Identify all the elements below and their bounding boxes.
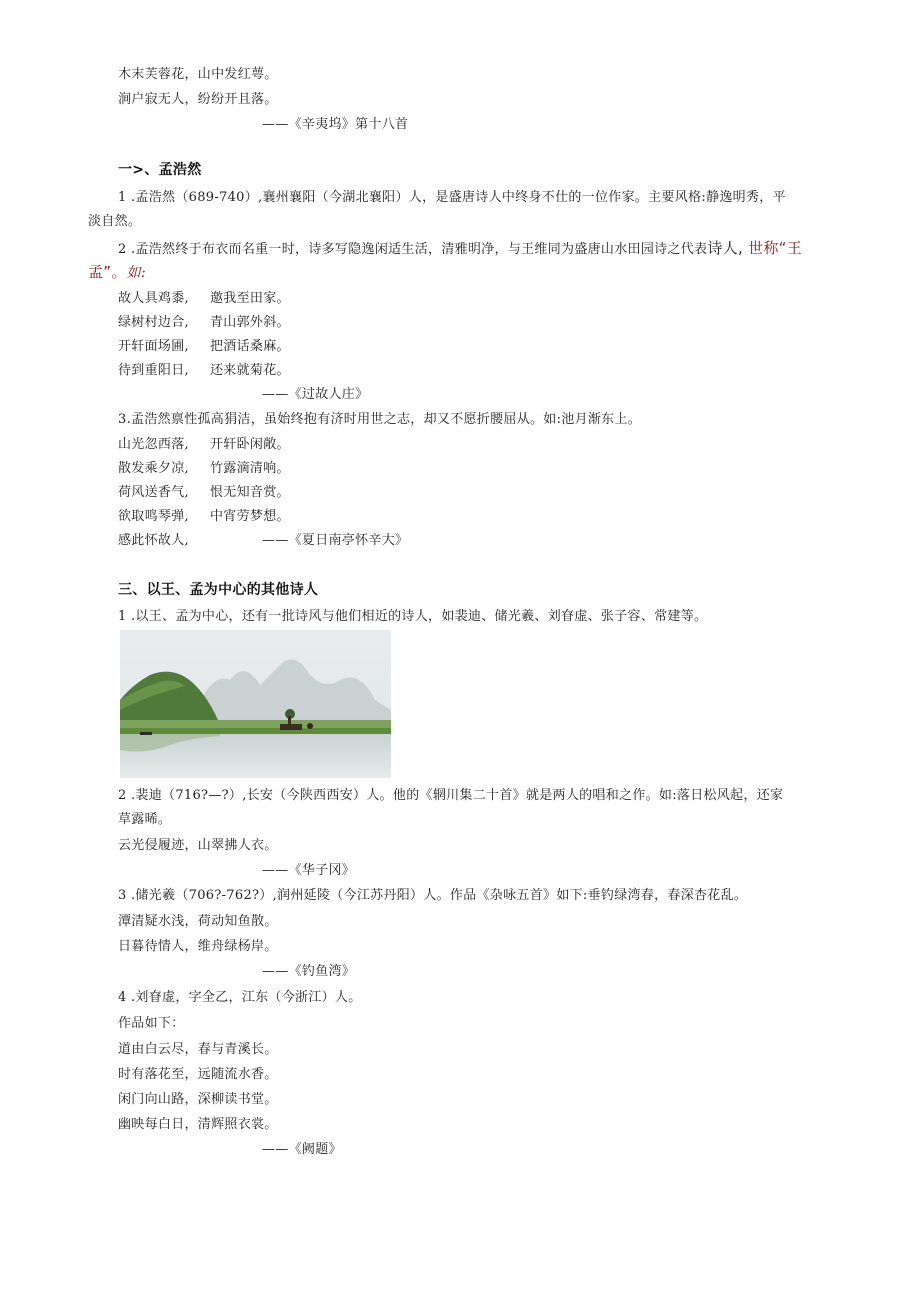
poem-couplet <box>118 484 290 502</box>
poem-citation: ——《钓鱼湾》 <box>262 964 356 979</box>
poem-line: 潭清疑水浅，荷动知鱼散。 <box>118 914 278 929</box>
poem-couplet <box>118 460 290 478</box>
poem-couplet <box>118 436 290 454</box>
highlight-italic: 如: <box>126 265 146 281</box>
poem-citation: ——《华子冈》 <box>262 863 356 878</box>
poem-couplet <box>118 508 290 526</box>
poem-line: 闲门向山路，深柳读书堂。 <box>118 1092 278 1107</box>
landscape-photo <box>120 630 391 778</box>
poem-half: 山光忽西落, <box>118 437 189 452</box>
poem-half: 荷风送香气, <box>118 485 189 500</box>
poem-couplet <box>118 338 290 356</box>
section-heading: 三、以王、孟为中心的其他诗人 <box>118 582 319 598</box>
paragraph-line: 1 .孟浩然（689-740）,襄州襄阳（今湖北襄阳）人，是盛唐诗人中终身不仕的一位作家。主要风格:静逸明秀，平 <box>118 190 786 205</box>
poem-line: 云光侵履迹，山翠拂人衣。 <box>118 838 278 853</box>
poem-citation: ——《辛夷坞》第十八首 <box>262 117 409 132</box>
highlight-text: 世称“王 <box>743 239 803 257</box>
paragraph-line: 4 .刘眘虚，字全乙，江东（今浙江）人。 <box>118 990 362 1005</box>
section-heading: 一>、孟浩然 <box>118 162 202 178</box>
poem-half: 邀我至田家。 <box>210 291 290 306</box>
emphasis-text: 诗人, <box>707 239 744 257</box>
poem-half: 竹露滴清响。 <box>210 461 290 476</box>
poem-half: 感此怀故人, <box>118 533 189 548</box>
poem-half: 开轩卧闲敞。 <box>210 437 290 452</box>
paragraph-line <box>118 239 802 259</box>
poem-half: 还来就菊花。 <box>210 363 290 378</box>
poem-half: 青山郭外斜。 <box>210 315 290 330</box>
poem-half: 中宵劳梦想。 <box>210 509 290 524</box>
poem-couplet <box>118 362 290 380</box>
poem-half: 把酒话桑麻。 <box>210 339 290 354</box>
poem-couplet <box>118 314 290 332</box>
paragraph-line: 淡自然。 <box>88 214 142 229</box>
poem-half: 散发乘夕凉, <box>118 461 189 476</box>
poem-half: 待到重阳日, <box>118 363 189 378</box>
poem-half: 欲取鸣琴弹, <box>118 509 189 524</box>
poem-line: 道由白云尽，春与青溪长。 <box>118 1042 278 1057</box>
paragraph-line: 草露晞。 <box>118 812 172 827</box>
poem-half: 恨无知音赏。 <box>210 485 290 500</box>
poem-couplet <box>118 532 409 550</box>
highlight-text: 孟”。 <box>88 263 127 281</box>
poem-half: 绿树村边合, <box>118 315 189 330</box>
paragraph-line: 2 .裴迪（716?—?）,长安（今陕西西安）人。他的《辋川集二十首》就是两人的唱和之作。如:落日松风起，还家 <box>118 788 784 803</box>
poem-half: 开轩面场圃, <box>118 339 189 354</box>
paragraph-line: 3 .储光羲（706?-762?）,润州延陵（今江苏丹阳）人。作品《杂咏五首》如下:垂钓绿湾春，春深杏花乱。 <box>118 888 748 903</box>
paragraph-line: 作品如下： <box>118 1016 185 1031</box>
paragraph-line <box>88 263 146 283</box>
paragraph-line: 3.孟浩然禀性孤高狷洁，虽始终抱有济时用世之志，却又不愿折腰屈从。如:池月渐东上。 <box>118 412 642 427</box>
poem-line: 时有落花至，远随流水香。 <box>118 1067 278 1082</box>
poem-citation: ——《夏日南亭怀辛大》 <box>262 533 409 548</box>
poem-line: 日暮待情人，维舟绿杨岸。 <box>118 939 278 954</box>
poem-citation: ——《过故人庄》 <box>262 387 369 402</box>
poem-couplet <box>118 290 290 308</box>
poem-citation: ——《阙题》 <box>262 1142 342 1157</box>
paragraph-text: 2 .孟浩然终于布衣而名重一时，诗多写隐逸闲适生活，清雅明净，与王维同为盛唐山水田园诗之代表 <box>118 242 708 257</box>
poem-half: 故人具鸡黍, <box>118 291 189 306</box>
poem-line: 涧户寂无人，纷纷开且落。 <box>118 92 278 107</box>
poem-line: 幽映每白日，清辉照衣裳。 <box>118 1117 278 1132</box>
paragraph-line: 1 .以王、孟为中心，还有一批诗风与他们相近的诗人，如裴迪、储光羲、刘眘虚、张子容、常建等。 <box>118 609 708 624</box>
poem-line: 木末芙蓉花，山中发红萼。 <box>118 67 278 82</box>
